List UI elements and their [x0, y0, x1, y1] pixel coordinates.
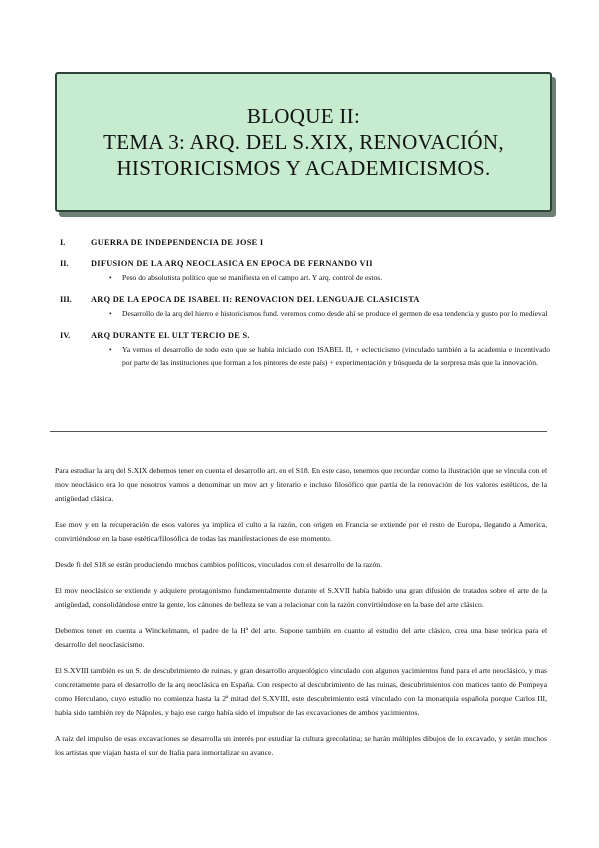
paragraph: El mov neoclásico se extiende y adquiere protagonismo fundamentalmente durante el S.XVII había habido una gran difusión de tratados sobre el arte de la antigüedad, consolidándose entre la gente, los cánones de belleza se van a relacionar con la razón convirtiéndose en la base del arte clásico. — [55, 586, 547, 609]
outline-section-4 — [60, 331, 550, 369]
paragraph: Desde fi del S18 se están produciendo muchos cambios políticos, vinculados con el desarrollo de la razón. — [55, 560, 383, 569]
outline-section-1 — [60, 238, 550, 247]
outline-bullet: • Ya vemos el desarrollo de todo esto que se había iniciado con ISABEL II, + eclecticismo (vinculado también a la academia e incentivado por parte de las instituciones que forman a los pintores de este país) + experimentación y búsqueda de la sorpresa más que la innovación. — [109, 345, 550, 367]
section-number: I. — [60, 238, 66, 247]
section-title: DIFUSION DE LA ARQ NEOCLASICA EN EPOCA DE FERNANDO VII — [91, 259, 373, 268]
section-title: ARQ DURANTE EL ULT TERCIO DE S. — [91, 331, 250, 340]
section-number: II. — [60, 259, 69, 268]
outline-list — [60, 238, 550, 369]
bullet-icon: • — [109, 345, 112, 354]
paragraph: Ese mov y en la recuperación de esos valores ya implica el culto a la razón, con origen en Francia se extiende por el resto de Europa, llegando a America, convirtiéndose en la base estética/filosófica de todas las manifestaciones de ese momento. — [55, 520, 547, 543]
section-title: ARQ DE LA EPOCA DE ISABEL II: RENOVACION DEL LENGUAJE CLASICISTA — [91, 295, 420, 304]
body-text — [55, 464, 547, 772]
paragraph: El S.XVIII también es un S. de descubrimiento de ruinas, y gran desarrollo arqueológico vinculado con algunos yacimientos fund para el arte neoclásico, y mas concretamente para el desarrollo de la arq neoclásica en España. Con respecto al descubrimiento de las ruinas, descubrimientos con matices tanto de Pompeya como Herculano, cuyo estudio no comienza hasta la 2ª mitad del S.XVIII, este descubrimiento está vinculado con la monarquía española porque Carlos III, había sido también rey de Nápoles, y bajo ese cargo había sido el impulsor de las excavaciones de ambos yacimientos. — [55, 666, 547, 717]
outline-section-3 — [60, 295, 550, 320]
section-title: GUERRA DE INDEPENDENCIA DE JOSE I — [91, 238, 264, 247]
bullet-icon: • — [109, 273, 112, 282]
paragraph: A raíz del impulso de esas excavaciones se desarrolla un interés por estudiar la cultura grecolatina; se harán múltiples dibujos de lo excavado, y serán muchos los artistas que viajan hasta el sur de Italia para inmortalizar su avance. — [55, 734, 547, 757]
section-divider — [50, 431, 547, 432]
title-line-2: TEMA 3: ARQ. DEL S.XIX, RENOVACIÓN, — [103, 130, 504, 154]
outline-bullet: • Desarrollo de la arq del hierro e historicismos fund. veremos como desde ahí se produce el germen de esa tendencia y gusto por lo medieval — [109, 309, 548, 318]
bullet-icon: • — [109, 309, 112, 318]
paragraph: Debemos tener en cuenta a Winckelmann, el padre de la Hª del arte. Supone también en cuanto al estudio del arte clásico, crea una base teórica para el desarrollo del neoclasicismo. — [55, 626, 547, 649]
section-number: III. — [60, 295, 72, 304]
section-number: IV. — [60, 331, 71, 340]
paragraph: Para estudiar la arq del S.XIX debemos tener en cuenta el desarrollo art. en el S18. En este caso, tenemos que recordar como la ilustración que se vincula con el mov neoclásico era lo que nosotros vamos a denominar un mov art y literario e incluso filosófico que partía de la renovación de los valores estéticos, de la antigüedad clásica. — [55, 466, 547, 503]
title-line-3: HISTORICISMOS Y ACADEMICISMOS. — [116, 156, 491, 180]
outline-section-2 — [60, 259, 550, 284]
outline-bullet: • Peso do absolutista político que se manifiesta en el campo art. Y arq. control de estos. — [109, 273, 383, 282]
title-box — [55, 72, 552, 212]
title-line-1: BLOQUE II: — [246, 104, 361, 128]
